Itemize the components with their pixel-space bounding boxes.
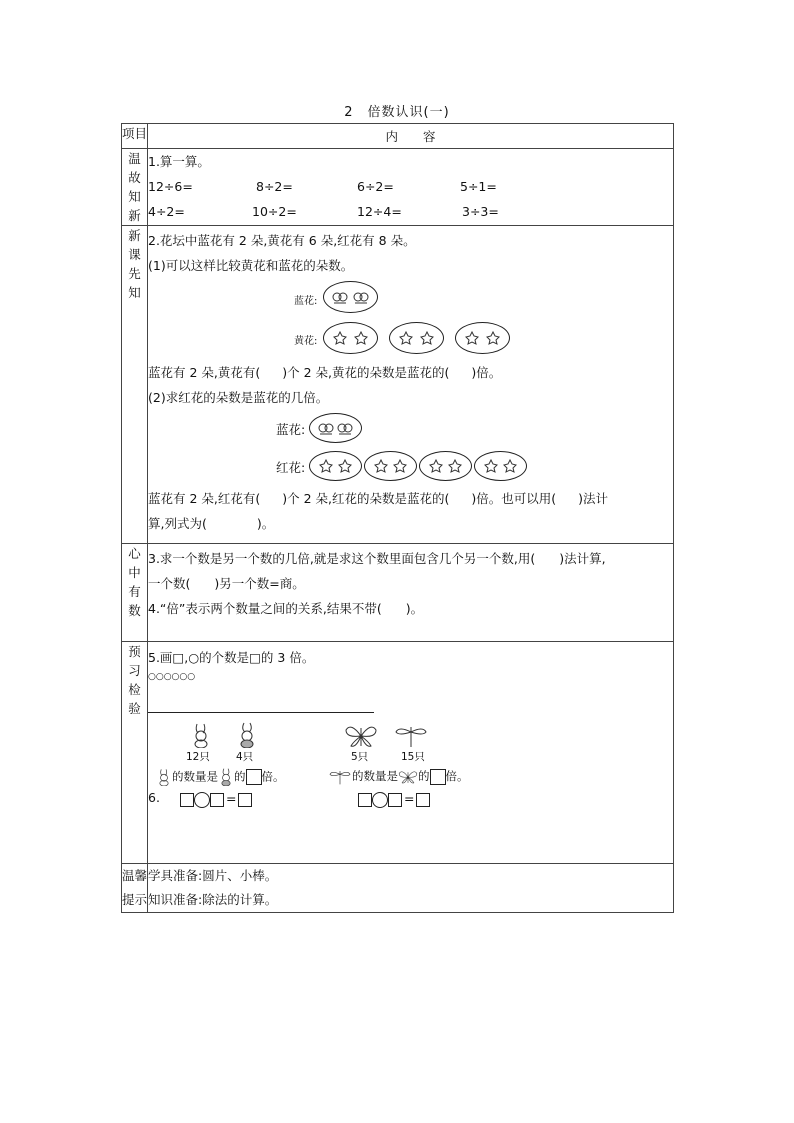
sentence-2: 蓝花有 2 朵,红花有( )个 2 朵,红花的朵数是蓝花的( )倍。也可以用( )法计 bbox=[148, 491, 609, 506]
calc-item: 12÷6= bbox=[148, 179, 193, 194]
rabbit-icon bbox=[218, 768, 234, 786]
butterfly-icon bbox=[344, 724, 378, 748]
calc-item: 3÷3= bbox=[462, 204, 499, 219]
equation-b: = bbox=[358, 791, 430, 808]
red-flower-icon bbox=[502, 458, 518, 474]
calc-item: 12÷4= bbox=[357, 204, 402, 219]
equation-box[interactable] bbox=[238, 793, 252, 807]
rabbit-icon bbox=[190, 722, 212, 748]
red-flower-icon bbox=[337, 458, 353, 474]
yellow-flower-oval bbox=[389, 322, 444, 354]
page-title: 2 倍数认识(一) bbox=[344, 105, 450, 120]
yellow-flower-oval bbox=[323, 322, 378, 354]
blue-flower-group bbox=[148, 278, 673, 318]
yellow-flower-icon bbox=[419, 330, 435, 346]
caption-5: 5只 bbox=[351, 751, 369, 763]
header-content: 内 容 bbox=[148, 124, 674, 149]
calc-item: 6÷2= bbox=[357, 179, 394, 194]
worksheet-table bbox=[121, 123, 674, 913]
header-item: 项目 bbox=[122, 124, 148, 149]
yellow-flower-icon bbox=[485, 330, 501, 346]
yellow-flower-icon bbox=[464, 330, 480, 346]
red-flower-icon bbox=[392, 458, 408, 474]
equation-box[interactable] bbox=[180, 793, 194, 807]
q4-line: 4.“倍”表示两个数量之间的关系,结果不带( )。 bbox=[148, 601, 424, 616]
section-label-newlesson: 新课先知 bbox=[122, 226, 148, 544]
red-flower-icon bbox=[483, 458, 499, 474]
q1-title: 1.算一算。 bbox=[148, 154, 210, 169]
section-label-review: 温故知新 bbox=[122, 149, 148, 226]
answer-line bbox=[148, 712, 374, 713]
blue-flower-icon bbox=[353, 289, 369, 305]
blue-flower-oval bbox=[323, 281, 378, 313]
yellow-flower-group bbox=[148, 318, 673, 360]
calc-item: 8÷2= bbox=[256, 179, 293, 194]
section-label-tips: 温馨 提示 bbox=[122, 864, 148, 913]
equation-box[interactable] bbox=[388, 793, 402, 807]
calc-item: 5÷1= bbox=[460, 179, 497, 194]
newlesson-content bbox=[148, 226, 674, 544]
blue-label: 蓝花: bbox=[294, 296, 318, 307]
tips-content bbox=[148, 864, 674, 913]
equation-box[interactable] bbox=[210, 793, 224, 807]
tip-1: 学具准备:圆片、小棒。 bbox=[148, 868, 278, 883]
blue-label-2: 蓝花: bbox=[276, 422, 306, 437]
circles-row: ○○○○○○ bbox=[148, 672, 196, 682]
blue-flower-oval bbox=[309, 413, 362, 443]
yellow-flower-icon bbox=[398, 330, 414, 346]
part1-text: (1)可以这样比较黄花和蓝花的朵数。 bbox=[148, 258, 354, 273]
compare-sentence-b: 的数量是 的 倍。 bbox=[328, 768, 469, 785]
operator-circle[interactable] bbox=[194, 792, 210, 808]
part2-text: (2)求红花的朵数是蓝花的几倍。 bbox=[148, 390, 329, 405]
mind-content bbox=[148, 544, 674, 642]
calc-item: 4÷2= bbox=[148, 204, 185, 219]
tip-2: 知识准备:除法的计算。 bbox=[148, 892, 278, 907]
calc-item: 10÷2= bbox=[252, 204, 297, 219]
answer-box[interactable] bbox=[430, 769, 446, 785]
dragonfly-icon bbox=[394, 724, 428, 748]
red-flower-icon bbox=[373, 458, 389, 474]
equation-box[interactable] bbox=[358, 793, 372, 807]
operator-circle[interactable] bbox=[372, 792, 388, 808]
rabbit-icon bbox=[236, 722, 258, 748]
red-flower-icon bbox=[318, 458, 334, 474]
caption-15: 15只 bbox=[401, 751, 425, 763]
red-flower-oval bbox=[419, 451, 472, 481]
red-flower-oval bbox=[474, 451, 527, 481]
answer-box[interactable] bbox=[246, 769, 262, 785]
red-flower-oval bbox=[364, 451, 417, 481]
q6-label: 6. bbox=[148, 790, 160, 805]
equation-box[interactable] bbox=[416, 793, 430, 807]
caption-4: 4只 bbox=[236, 751, 254, 763]
butterfly-icon bbox=[398, 769, 418, 785]
compare-sentence-a: 的数量是 的 倍。 bbox=[156, 768, 285, 786]
blue-flower-icon bbox=[318, 420, 334, 436]
q3-line2: 一个数( )另一个数=商。 bbox=[148, 576, 305, 591]
blue-flower-icon bbox=[337, 420, 353, 436]
yellow-label: 黄花: bbox=[294, 336, 318, 347]
sentence-1: 蓝花有 2 朵,黄花有( )个 2 朵,黄花的朵数是蓝花的( )倍。 bbox=[148, 365, 502, 380]
red-flower-icon bbox=[447, 458, 463, 474]
q5-text: 5.画□,○的个数是□的 3 倍。 bbox=[148, 650, 315, 665]
section-label-preview: 预习检验 bbox=[122, 642, 148, 864]
blue-flower-group-2 bbox=[148, 410, 673, 448]
yellow-flower-icon bbox=[332, 330, 348, 346]
q3-line1: 3.求一个数是另一个数的几倍,就是求这个数里面包含几个另一个数,用( )法计算, bbox=[148, 551, 606, 566]
q2-text: 2.花坛中蓝花有 2 朵,黄花有 6 朵,红花有 8 朵。 bbox=[148, 233, 416, 248]
preview-content bbox=[148, 642, 674, 864]
yellow-flower-oval bbox=[455, 322, 510, 354]
equation-a: = bbox=[180, 791, 252, 808]
caption-12: 12只 bbox=[186, 751, 210, 763]
blue-flower-icon bbox=[332, 289, 348, 305]
section-label-mind: 心中有数 bbox=[122, 544, 148, 642]
red-flower-group bbox=[148, 448, 673, 486]
red-label: 红花: bbox=[276, 460, 306, 475]
dragonfly-icon bbox=[328, 769, 352, 785]
rabbit-icon bbox=[156, 768, 172, 786]
review-content bbox=[148, 149, 674, 226]
sentence-3: 算,列式为( )。 bbox=[148, 516, 275, 531]
red-flower-icon bbox=[428, 458, 444, 474]
yellow-flower-icon bbox=[353, 330, 369, 346]
red-flower-oval bbox=[309, 451, 362, 481]
